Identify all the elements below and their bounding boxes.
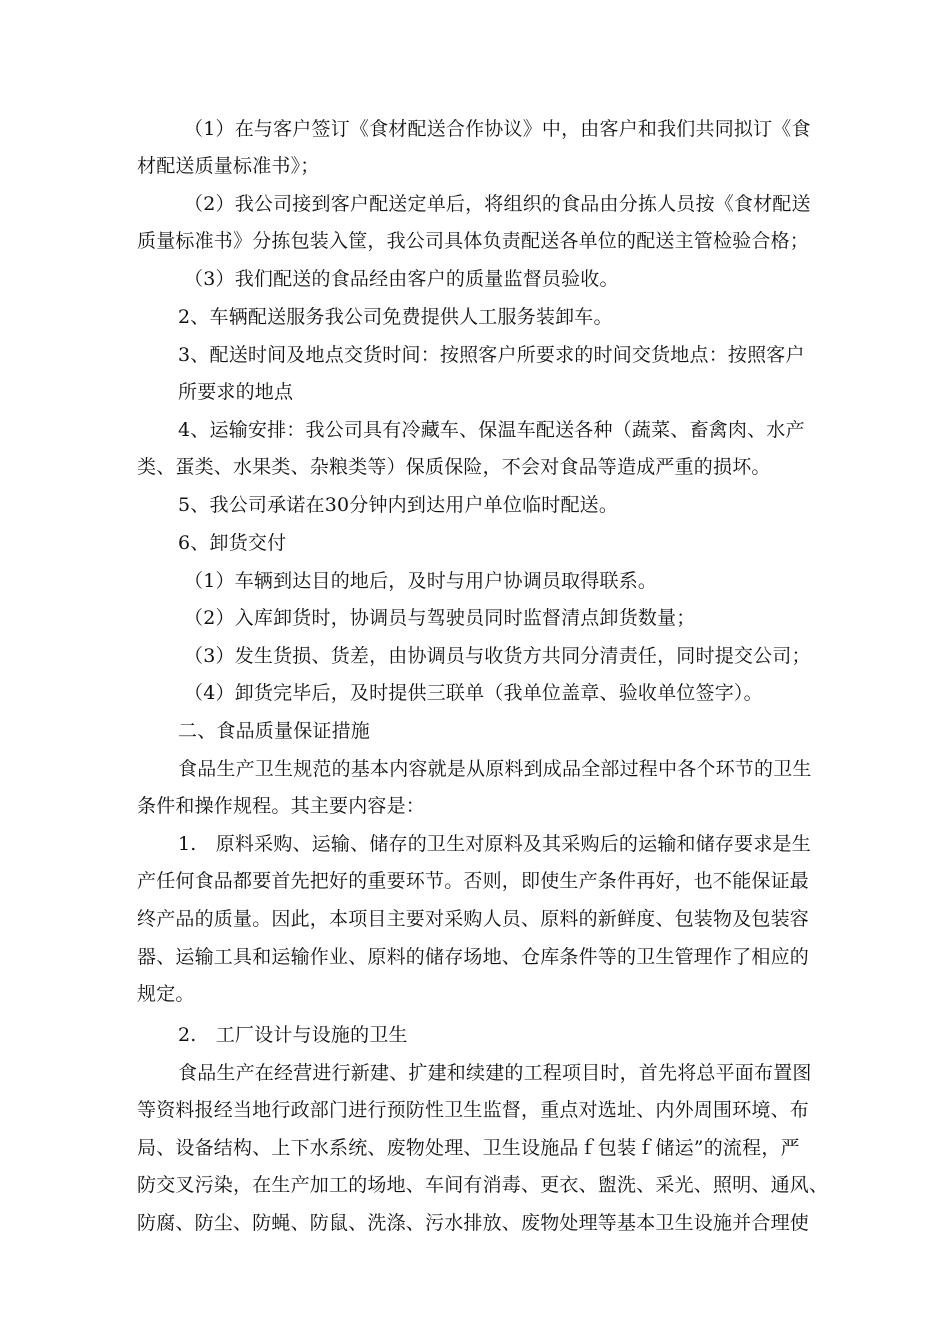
- text-line: 等资料报经当地行政部门进行预防性卫生监督，重点对选址、内外周围环境、布: [137, 1099, 810, 1121]
- text-line: 防交叉污染，在生产加工的场地、车间有消毒、更衣、盥洗、采光、照明、通风、: [137, 1174, 829, 1196]
- text-line: 条件和操作规程。其主要内容是：: [137, 795, 426, 817]
- text-line: 防腐、防尘、防蝇、防鼠、洗涤、污水排放、废物处理等基本卫生设施并合理使: [137, 1212, 810, 1234]
- text-line: 器、运输工具和运输作业、原料的储存场地、仓库条件等的卫生管理作了相应的: [137, 946, 810, 968]
- text-line: （4）卸货完毕后，及时提供三联单（我单位盖章、验收单位签字）。: [184, 682, 763, 704]
- text-line: 食品生产在经营进行新建、扩建和续建的工程项目时，首先将总平面布置图: [178, 1062, 812, 1084]
- section-heading: 二、食品质量保证措施: [178, 720, 371, 742]
- text-line: 1. 原料采购、运输、储存的卫生对原料及其采购后的运输和储存要求是生: [178, 833, 811, 855]
- text-line: 规定。: [137, 983, 195, 1005]
- text-line: （2）入库卸货时，协调员与驾驶员同时监督清点卸货数量；: [184, 607, 696, 629]
- text-line: 所要求的地点: [178, 381, 294, 403]
- text-line: 5、我公司承诺在30分钟内到达用户单位临时配送。: [178, 494, 619, 516]
- text-line: （3）我们配送的食品经由客户的质量监督员验收。: [184, 268, 619, 290]
- text-line: 食品生产卫生规范的基本内容就是从原料到成品全部过程中各个环节的卫生: [178, 758, 812, 780]
- text-line: （2）我公司接到客户配送定单后，将组织的食品由分拣人员按《食材配送: [184, 193, 811, 215]
- text-line: 局、设备结构、上下水系统、废物处理、卫生设施品ｆ包装ｆ储运”的流程，严: [137, 1137, 800, 1159]
- text-line: 2、车辆配送服务我公司免费提供人工服务装卸车。: [178, 306, 613, 328]
- text-line: 4、运输安排：我公司具有冷藏车、保温车配送各种（蔬菜、畜禽肉、水产: [178, 419, 805, 441]
- text-line: 类、蛋类、水果类、杂粮类等）保质保险，不会对食品等造成严重的损坏。: [137, 456, 771, 478]
- text-line: 产任何食品都要首先把好的重要环节。否则，即使生产条件再好，也不能保证最: [137, 870, 810, 892]
- text-line: 质量标准书》分拣包装入筐，我公司具体负责配送各单位的配送主管检验合格；: [137, 230, 810, 252]
- text-line: （1）在与客户签订《食材配送合作协议》中，由客户和我们共同拟订《食: [184, 118, 811, 140]
- text-line: （3）发生货损、货差，由协调员与收货方共同分清责任，同时提交公司；: [184, 645, 811, 667]
- text-line: （1）车辆到达目的地后，及时与用户协调员取得联系。: [184, 570, 658, 592]
- text-line: 6、卸货交付: [178, 532, 287, 554]
- text-line: 3、配送时间及地点交货时间：按照客户所要求的时间交货地点：按照客户: [178, 344, 805, 366]
- text-line: 终产品的质量。因此，本项目主要对采购人员、原料的新鲜度、包装物及包装容: [137, 908, 810, 930]
- text-line: 2. 工厂设计与设施的卫生: [178, 1024, 408, 1046]
- text-line: 材配送质量标准书》；: [137, 155, 320, 177]
